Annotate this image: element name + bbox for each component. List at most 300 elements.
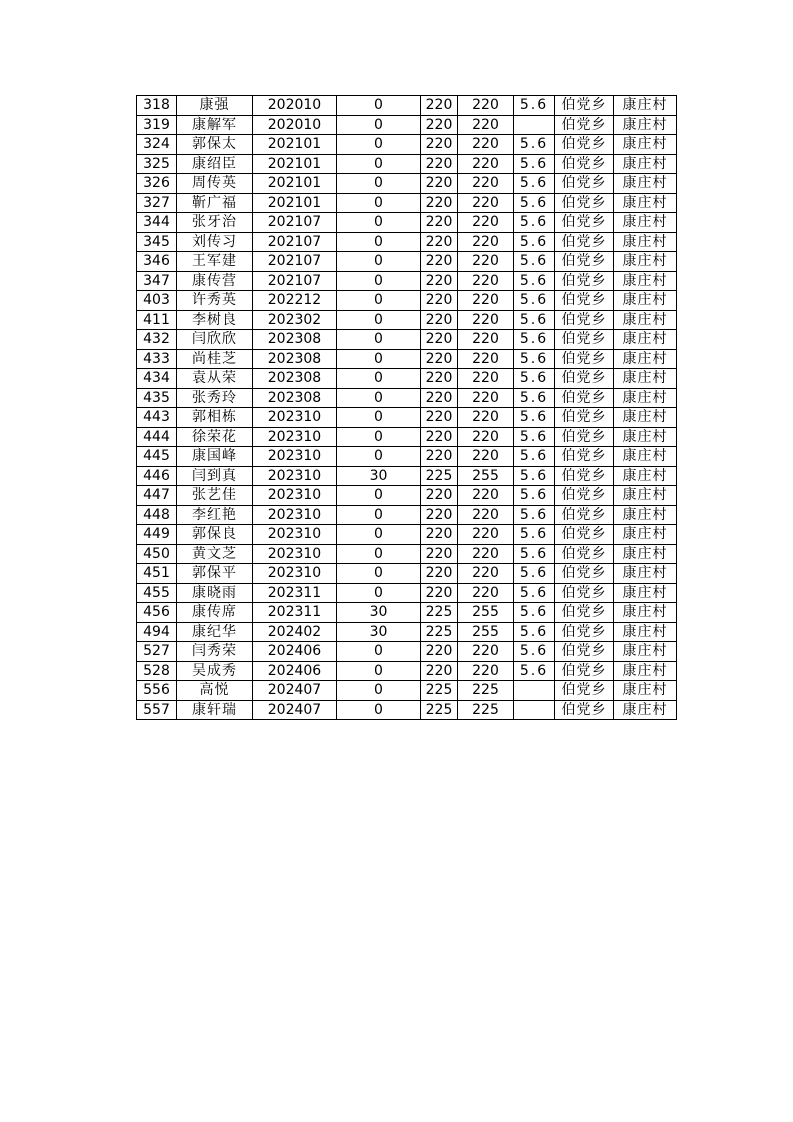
cell-village: 康庄村 (614, 115, 677, 135)
cell-name: 康国峰 (177, 447, 253, 467)
cell-village: 康庄村 (614, 544, 677, 564)
cell-amount-b: 220 (421, 642, 458, 662)
cell-amount-b: 220 (421, 564, 458, 584)
cell-town: 伯党乡 (555, 174, 614, 194)
table-row (137, 310, 677, 330)
cell-amount-a: 0 (337, 369, 421, 389)
cell-town: 伯党乡 (555, 232, 614, 252)
cell-amount-a: 0 (337, 583, 421, 603)
cell-name: 郭保太 (177, 135, 253, 155)
cell-id: 456 (137, 603, 177, 623)
cell-amount-b: 220 (421, 174, 458, 194)
cell-village: 康庄村 (614, 466, 677, 486)
cell-month: 202310 (253, 525, 337, 545)
cell-id: 556 (137, 681, 177, 701)
cell-village: 康庄村 (614, 271, 677, 291)
cell-amount-a: 0 (337, 505, 421, 525)
cell-amount-d: 5.6 (514, 135, 555, 155)
cell-village: 康庄村 (614, 681, 677, 701)
cell-amount-b: 220 (421, 154, 458, 174)
cell-amount-a: 30 (337, 603, 421, 623)
cell-amount-c: 220 (458, 174, 514, 194)
cell-month: 202308 (253, 330, 337, 350)
cell-amount-a: 0 (337, 271, 421, 291)
cell-amount-c: 225 (458, 700, 514, 720)
cell-amount-a: 0 (337, 427, 421, 447)
cell-town: 伯党乡 (555, 96, 614, 116)
cell-month: 202407 (253, 681, 337, 701)
cell-village: 康庄村 (614, 193, 677, 213)
cell-amount-b: 220 (421, 408, 458, 428)
cell-month: 202406 (253, 642, 337, 662)
cell-amount-c: 220 (458, 232, 514, 252)
cell-amount-d: 5.6 (514, 427, 555, 447)
cell-town: 伯党乡 (555, 388, 614, 408)
cell-amount-d: 5.6 (514, 408, 555, 428)
table-row (137, 583, 677, 603)
table-row (137, 115, 677, 135)
cell-amount-a: 0 (337, 661, 421, 681)
cell-town: 伯党乡 (555, 544, 614, 564)
cell-town: 伯党乡 (555, 271, 614, 291)
cell-id: 345 (137, 232, 177, 252)
cell-amount-d: 5.6 (514, 388, 555, 408)
cell-month: 202107 (253, 271, 337, 291)
cell-name: 李红艳 (177, 505, 253, 525)
cell-name: 周传英 (177, 174, 253, 194)
cell-month: 202308 (253, 388, 337, 408)
cell-village: 康庄村 (614, 174, 677, 194)
cell-amount-a: 0 (337, 96, 421, 116)
cell-name: 高悦 (177, 681, 253, 701)
cell-name: 张艺佳 (177, 486, 253, 506)
cell-amount-a: 0 (337, 525, 421, 545)
cell-village: 康庄村 (614, 642, 677, 662)
cell-id: 444 (137, 427, 177, 447)
table-row (137, 681, 677, 701)
cell-village: 康庄村 (614, 700, 677, 720)
cell-amount-a: 0 (337, 349, 421, 369)
cell-name: 靳广福 (177, 193, 253, 213)
cell-amount-c: 225 (458, 681, 514, 701)
cell-id: 326 (137, 174, 177, 194)
cell-village: 康庄村 (614, 330, 677, 350)
table-row (137, 525, 677, 545)
cell-month: 202107 (253, 232, 337, 252)
cell-name: 王军建 (177, 252, 253, 272)
table-row (137, 330, 677, 350)
cell-town: 伯党乡 (555, 310, 614, 330)
cell-amount-c: 220 (458, 642, 514, 662)
cell-id: 411 (137, 310, 177, 330)
cell-amount-c: 220 (458, 330, 514, 350)
cell-name: 郭保良 (177, 525, 253, 545)
cell-amount-b: 225 (421, 466, 458, 486)
cell-amount-b: 220 (421, 369, 458, 389)
cell-month: 202101 (253, 174, 337, 194)
cell-amount-a: 0 (337, 388, 421, 408)
cell-amount-a: 30 (337, 466, 421, 486)
cell-amount-d: 5.6 (514, 349, 555, 369)
table-row (137, 622, 677, 642)
table-row (137, 193, 677, 213)
cell-month: 202407 (253, 700, 337, 720)
cell-id: 324 (137, 135, 177, 155)
table-row (137, 252, 677, 272)
cell-id: 527 (137, 642, 177, 662)
cell-amount-d: 5.6 (514, 505, 555, 525)
cell-amount-c: 255 (458, 466, 514, 486)
cell-amount-d: 5.6 (514, 193, 555, 213)
table-row (137, 154, 677, 174)
cell-month: 202310 (253, 486, 337, 506)
cell-town: 伯党乡 (555, 505, 614, 525)
cell-village: 康庄村 (614, 388, 677, 408)
cell-id: 346 (137, 252, 177, 272)
cell-amount-b: 220 (421, 135, 458, 155)
cell-amount-d: 5.6 (514, 525, 555, 545)
cell-amount-c: 220 (458, 486, 514, 506)
cell-name: 张牙治 (177, 213, 253, 233)
cell-amount-a: 30 (337, 622, 421, 642)
cell-village: 康庄村 (614, 291, 677, 311)
cell-month: 202311 (253, 583, 337, 603)
cell-amount-d (514, 700, 555, 720)
cell-id: 445 (137, 447, 177, 467)
cell-name: 康解军 (177, 115, 253, 135)
cell-month: 202107 (253, 252, 337, 272)
table-row (137, 232, 677, 252)
cell-name: 许秀英 (177, 291, 253, 311)
cell-amount-b: 220 (421, 544, 458, 564)
cell-id: 494 (137, 622, 177, 642)
cell-amount-c: 220 (458, 115, 514, 135)
cell-amount-b: 220 (421, 427, 458, 447)
cell-id: 325 (137, 154, 177, 174)
table-row (137, 349, 677, 369)
cell-name: 康传营 (177, 271, 253, 291)
cell-town: 伯党乡 (555, 642, 614, 662)
cell-name: 康绍臣 (177, 154, 253, 174)
cell-amount-c: 220 (458, 271, 514, 291)
table-row (137, 661, 677, 681)
cell-amount-c: 220 (458, 291, 514, 311)
table-row (137, 291, 677, 311)
cell-amount-a: 0 (337, 115, 421, 135)
cell-id: 319 (137, 115, 177, 135)
table-row (137, 544, 677, 564)
cell-amount-a: 0 (337, 408, 421, 428)
cell-town: 伯党乡 (555, 486, 614, 506)
cell-amount-c: 220 (458, 135, 514, 155)
cell-id: 434 (137, 369, 177, 389)
cell-name: 黄文芝 (177, 544, 253, 564)
cell-amount-d: 5.6 (514, 310, 555, 330)
cell-amount-b: 220 (421, 96, 458, 116)
cell-amount-c: 220 (458, 154, 514, 174)
cell-amount-c: 220 (458, 427, 514, 447)
cell-amount-c: 220 (458, 213, 514, 233)
cell-amount-d: 5.6 (514, 252, 555, 272)
table-row (137, 369, 677, 389)
table-row (137, 642, 677, 662)
cell-amount-d: 5.6 (514, 583, 555, 603)
cell-village: 康庄村 (614, 154, 677, 174)
table-row (137, 447, 677, 467)
cell-amount-c: 220 (458, 505, 514, 525)
cell-amount-d: 5.6 (514, 369, 555, 389)
cell-amount-c: 220 (458, 564, 514, 584)
cell-village: 康庄村 (614, 486, 677, 506)
cell-name: 康纪华 (177, 622, 253, 642)
cell-amount-b: 220 (421, 525, 458, 545)
cell-town: 伯党乡 (555, 661, 614, 681)
cell-id: 433 (137, 349, 177, 369)
cell-amount-b: 220 (421, 661, 458, 681)
cell-amount-b: 220 (421, 486, 458, 506)
cell-amount-d: 5.6 (514, 661, 555, 681)
cell-month: 202310 (253, 408, 337, 428)
table-row (137, 408, 677, 428)
cell-month: 202406 (253, 661, 337, 681)
cell-town: 伯党乡 (555, 408, 614, 428)
cell-amount-b: 225 (421, 622, 458, 642)
cell-amount-d: 5.6 (514, 154, 555, 174)
cell-name: 吴成秀 (177, 661, 253, 681)
cell-amount-a: 0 (337, 310, 421, 330)
cell-amount-a: 0 (337, 252, 421, 272)
cell-amount-c: 255 (458, 622, 514, 642)
cell-town: 伯党乡 (555, 583, 614, 603)
cell-amount-b: 220 (421, 232, 458, 252)
cell-town: 伯党乡 (555, 447, 614, 467)
cell-village: 康庄村 (614, 622, 677, 642)
cell-town: 伯党乡 (555, 603, 614, 623)
cell-amount-c: 220 (458, 525, 514, 545)
cell-month: 202010 (253, 96, 337, 116)
cell-amount-a: 0 (337, 193, 421, 213)
cell-amount-a: 0 (337, 642, 421, 662)
cell-amount-d: 5.6 (514, 466, 555, 486)
cell-town: 伯党乡 (555, 525, 614, 545)
cell-village: 康庄村 (614, 583, 677, 603)
cell-name: 郭相栋 (177, 408, 253, 428)
cell-id: 557 (137, 700, 177, 720)
cell-month: 202311 (253, 603, 337, 623)
table-row (137, 505, 677, 525)
cell-amount-d: 5.6 (514, 622, 555, 642)
cell-village: 康庄村 (614, 135, 677, 155)
cell-amount-d: 5.6 (514, 564, 555, 584)
cell-month: 202310 (253, 427, 337, 447)
cell-amount-d (514, 681, 555, 701)
cell-name: 闫欣欣 (177, 330, 253, 350)
cell-amount-b: 225 (421, 603, 458, 623)
cell-id: 449 (137, 525, 177, 545)
roster-table (136, 95, 677, 720)
table-body (137, 96, 677, 720)
cell-amount-b: 220 (421, 252, 458, 272)
cell-amount-d: 5.6 (514, 486, 555, 506)
cell-month: 202308 (253, 349, 337, 369)
cell-village: 康庄村 (614, 232, 677, 252)
cell-amount-d: 5.6 (514, 174, 555, 194)
cell-village: 康庄村 (614, 427, 677, 447)
cell-village: 康庄村 (614, 349, 677, 369)
cell-id: 447 (137, 486, 177, 506)
cell-amount-c: 220 (458, 544, 514, 564)
cell-amount-c: 220 (458, 349, 514, 369)
cell-town: 伯党乡 (555, 291, 614, 311)
cell-town: 伯党乡 (555, 700, 614, 720)
cell-name: 刘传习 (177, 232, 253, 252)
cell-amount-d: 5.6 (514, 291, 555, 311)
cell-amount-a: 0 (337, 486, 421, 506)
cell-town: 伯党乡 (555, 622, 614, 642)
table-row (137, 603, 677, 623)
cell-town: 伯党乡 (555, 213, 614, 233)
cell-amount-b: 220 (421, 388, 458, 408)
cell-month: 202402 (253, 622, 337, 642)
cell-month: 202107 (253, 213, 337, 233)
cell-village: 康庄村 (614, 408, 677, 428)
cell-amount-c: 220 (458, 193, 514, 213)
cell-amount-c: 255 (458, 603, 514, 623)
cell-amount-a: 0 (337, 135, 421, 155)
cell-town: 伯党乡 (555, 135, 614, 155)
cell-amount-d: 5.6 (514, 271, 555, 291)
cell-town: 伯党乡 (555, 466, 614, 486)
cell-village: 康庄村 (614, 603, 677, 623)
cell-village: 康庄村 (614, 252, 677, 272)
cell-amount-a: 0 (337, 447, 421, 467)
cell-amount-c: 220 (458, 96, 514, 116)
cell-amount-a: 0 (337, 681, 421, 701)
table-row (137, 427, 677, 447)
cell-amount-b: 225 (421, 681, 458, 701)
cell-village: 康庄村 (614, 447, 677, 467)
cell-town: 伯党乡 (555, 193, 614, 213)
cell-month: 202101 (253, 193, 337, 213)
cell-amount-d (514, 115, 555, 135)
cell-amount-c: 220 (458, 583, 514, 603)
cell-name: 张秀玲 (177, 388, 253, 408)
cell-amount-b: 220 (421, 310, 458, 330)
cell-name: 康晓雨 (177, 583, 253, 603)
cell-amount-b: 220 (421, 330, 458, 350)
cell-id: 327 (137, 193, 177, 213)
cell-village: 康庄村 (614, 525, 677, 545)
table-row (137, 213, 677, 233)
cell-name: 李树良 (177, 310, 253, 330)
cell-month: 202310 (253, 564, 337, 584)
cell-amount-c: 220 (458, 252, 514, 272)
cell-village: 康庄村 (614, 213, 677, 233)
cell-amount-c: 220 (458, 388, 514, 408)
cell-amount-a: 0 (337, 232, 421, 252)
cell-village: 康庄村 (614, 96, 677, 116)
cell-amount-a: 0 (337, 330, 421, 350)
cell-month: 202212 (253, 291, 337, 311)
cell-id: 451 (137, 564, 177, 584)
cell-name: 尚桂芝 (177, 349, 253, 369)
cell-amount-d: 5.6 (514, 232, 555, 252)
cell-village: 康庄村 (614, 564, 677, 584)
cell-amount-d: 5.6 (514, 330, 555, 350)
cell-amount-b: 220 (421, 583, 458, 603)
cell-village: 康庄村 (614, 369, 677, 389)
table-row (137, 271, 677, 291)
cell-id: 446 (137, 466, 177, 486)
cell-month: 202302 (253, 310, 337, 330)
cell-village: 康庄村 (614, 661, 677, 681)
cell-id: 448 (137, 505, 177, 525)
cell-amount-b: 220 (421, 213, 458, 233)
cell-month: 202308 (253, 369, 337, 389)
cell-town: 伯党乡 (555, 252, 614, 272)
cell-amount-c: 220 (458, 310, 514, 330)
cell-id: 450 (137, 544, 177, 564)
cell-amount-a: 0 (337, 174, 421, 194)
cell-id: 432 (137, 330, 177, 350)
cell-town: 伯党乡 (555, 330, 614, 350)
cell-amount-a: 0 (337, 700, 421, 720)
cell-amount-c: 220 (458, 369, 514, 389)
table-row (137, 700, 677, 720)
cell-amount-b: 220 (421, 271, 458, 291)
cell-amount-c: 220 (458, 447, 514, 467)
cell-month: 202101 (253, 154, 337, 174)
cell-town: 伯党乡 (555, 681, 614, 701)
cell-amount-d: 5.6 (514, 544, 555, 564)
cell-id: 347 (137, 271, 177, 291)
cell-amount-c: 220 (458, 661, 514, 681)
cell-id: 435 (137, 388, 177, 408)
cell-village: 康庄村 (614, 310, 677, 330)
cell-amount-a: 0 (337, 213, 421, 233)
table-row (137, 174, 677, 194)
cell-amount-b: 225 (421, 700, 458, 720)
cell-amount-b: 220 (421, 193, 458, 213)
table-row (137, 388, 677, 408)
cell-amount-a: 0 (337, 564, 421, 584)
cell-id: 443 (137, 408, 177, 428)
cell-amount-a: 0 (337, 154, 421, 174)
cell-town: 伯党乡 (555, 154, 614, 174)
cell-name: 袁从荣 (177, 369, 253, 389)
cell-town: 伯党乡 (555, 369, 614, 389)
cell-amount-b: 220 (421, 115, 458, 135)
cell-amount-b: 220 (421, 505, 458, 525)
cell-amount-d: 5.6 (514, 213, 555, 233)
cell-id: 403 (137, 291, 177, 311)
cell-amount-d: 5.6 (514, 96, 555, 116)
cell-id: 455 (137, 583, 177, 603)
cell-amount-b: 220 (421, 291, 458, 311)
cell-id: 318 (137, 96, 177, 116)
cell-month: 202310 (253, 544, 337, 564)
cell-amount-b: 220 (421, 349, 458, 369)
cell-amount-a: 0 (337, 291, 421, 311)
cell-month: 202310 (253, 447, 337, 467)
cell-amount-b: 220 (421, 447, 458, 467)
cell-town: 伯党乡 (555, 115, 614, 135)
table-row (137, 135, 677, 155)
cell-name: 郭保平 (177, 564, 253, 584)
cell-name: 康轩瑞 (177, 700, 253, 720)
cell-amount-a: 0 (337, 544, 421, 564)
cell-amount-c: 220 (458, 408, 514, 428)
